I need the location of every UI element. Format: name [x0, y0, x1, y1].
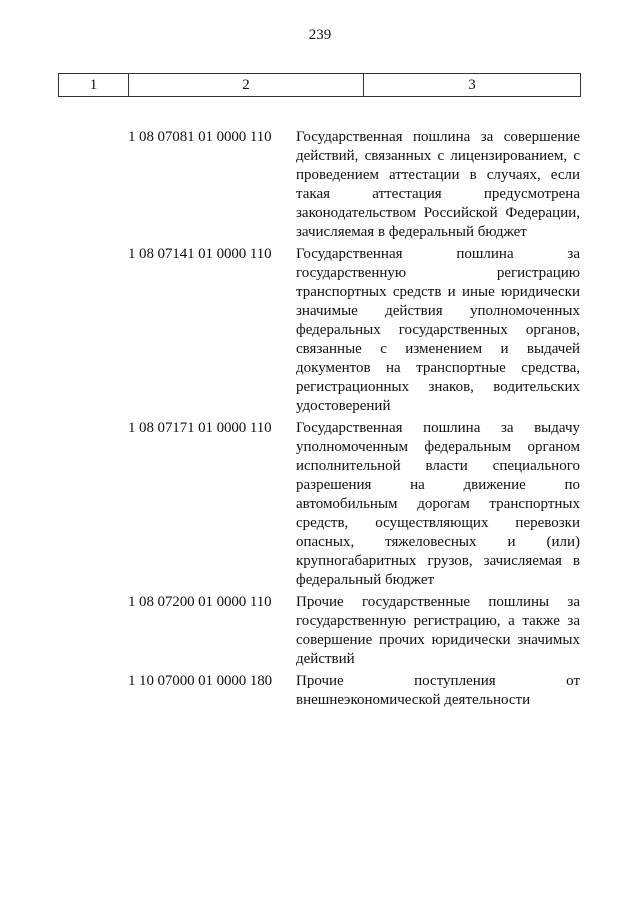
table-row [0, 419, 640, 590]
table-row [0, 128, 640, 242]
column-header-3: 3 [468, 76, 476, 93]
budget-code: 1 08 07081 01 0000 110 [128, 129, 272, 145]
table-row [0, 593, 640, 669]
revenue-description: Прочие государственные пошлины за государственную регистрацию, а также за совершение прочих юридически значимых действий [296, 594, 580, 667]
budget-code-list [0, 128, 640, 713]
revenue-description: Государственная пошлина за государственную регистрацию транспортных средств и иные юридически значимые действия уполномоченных федеральных государственных органов, связанные с изменением и выдачей документов на транспортные средства, регистрационных знаков, водительских удостоверений [296, 246, 580, 414]
revenue-description: Прочие поступления от внешнеэкономической деятельности [296, 673, 580, 708]
column-header-1: 1 [59, 74, 129, 96]
column-header-table [58, 73, 581, 97]
budget-code: 1 08 07200 01 0000 110 [128, 594, 272, 610]
budget-code: 1 10 07000 01 0000 180 [128, 673, 273, 689]
table-row [0, 672, 640, 710]
revenue-description: Государственная пошлина за совершение действий, связанных с лицензированием, с проведением аттестации в случаях, если такая аттестация предусмотрена законодательством Российской Федерации, зачисляемая в федеральный бюджет [296, 129, 580, 240]
table-row [0, 245, 640, 416]
revenue-description: Государственная пошлина за выдачу уполномоченным федеральным органом исполнительной власти специального разрешения на движение по автомобильным дорогам транспортных средств, осуществляющих перевозки опасных, тяжеловесных и (или) крупногабаритных грузов, зачисляемая в федеральный бюджет [296, 420, 580, 588]
budget-code: 1 08 07141 01 0000 110 [128, 246, 272, 262]
page-number: 239 [308, 27, 332, 43]
column-header-2: 2 [129, 74, 364, 96]
budget-code: 1 08 07171 01 0000 110 [128, 420, 272, 436]
